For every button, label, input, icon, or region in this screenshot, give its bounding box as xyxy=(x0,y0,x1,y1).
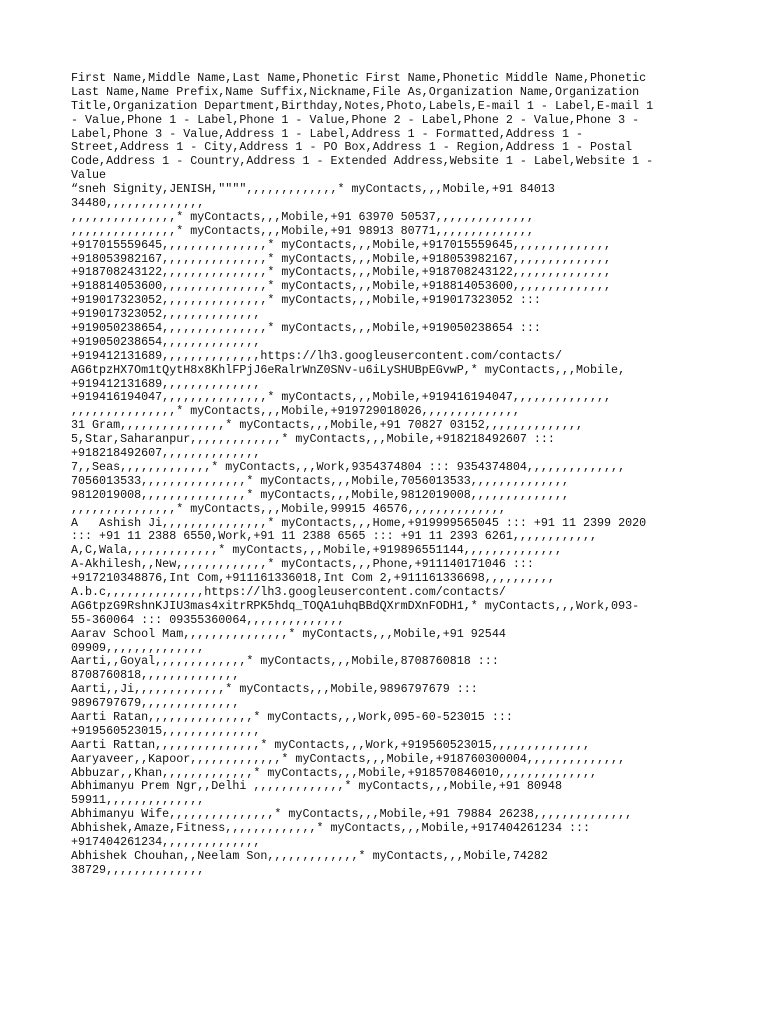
csv-line: Aarti Rattan,,,,,,,,,,,,,,,* myContacts,,,Work,+919560523015,,,,,,,,,,,,,, xyxy=(71,737,591,752)
csv-line: +919412131689,,,,,,,,,,,,,,https://lh3.googleusercontent.com/contacts/ xyxy=(71,348,562,363)
csv-line: - Value,Phone 1 - Label,Phone 1 - Value,Phone 2 - Label,Phone 2 - Value,Phone 3 - xyxy=(71,112,640,127)
csv-line: +918708243122,,,,,,,,,,,,,,,* myContacts,,,Mobile,+918708243122,,,,,,,,,,,,,, xyxy=(71,265,612,280)
csv-line: 9896797679,,,,,,,,,,,,,, xyxy=(71,696,240,711)
csv-line: Abhimanyu Wife,,,,,,,,,,,,,,,* myContacts,,,Mobile,+91 79884 26238,,,,,,,,,,,,,, xyxy=(71,807,633,822)
csv-line: Aarti Ratan,,,,,,,,,,,,,,,* myContacts,,,Work,095-60-523015 ::: xyxy=(71,709,513,724)
csv-line: Aarti,,Goyal,,,,,,,,,,,,,* myContacts,,,Mobile,8708760818 ::: xyxy=(71,654,499,669)
csv-line: +917404261234,,,,,,,,,,,,,, xyxy=(71,834,261,849)
csv-line: +919017323052,,,,,,,,,,,,,,,* myContacts,,,Mobile,+919017323052 ::: xyxy=(71,293,541,308)
csv-line: Abhimanyu Prem Ngr,,Delhi ,,,,,,,,,,,,,* myContacts,,,Mobile,+91 80948 xyxy=(71,779,562,794)
csv-line: +918814053600,,,,,,,,,,,,,,,* myContacts,,,Mobile,+918814053600,,,,,,,,,,,,,, xyxy=(71,279,612,294)
csv-line: 7056013533,,,,,,,,,,,,,,,* myContacts,,,Mobile,7056013533,,,,,,,,,,,,,, xyxy=(71,473,569,488)
csv-line: +917210348876,Int Com,+911161336018,Int Com 2,+911161336698,,,,,,,,,, xyxy=(71,571,555,586)
csv-line: 8708760818,,,,,,,,,,,,,, xyxy=(71,668,240,683)
csv-line: 09909,,,,,,,,,,,,,, xyxy=(71,640,205,655)
csv-line: Value xyxy=(71,168,107,183)
csv-line: ,,,,,,,,,,,,,,,* myContacts,,,Mobile,+91 98913 80771,,,,,,,,,,,,,, xyxy=(71,223,534,238)
csv-line: +919560523015,,,,,,,,,,,,,, xyxy=(71,723,261,738)
csv-line: First Name,Middle Name,Last Name,Phonetic First Name,Phonetic Middle Name,Phonetic xyxy=(71,71,647,85)
csv-line: +917015559645,,,,,,,,,,,,,,,* myContacts,,,Mobile,+917015559645,,,,,,,,,,,,,, xyxy=(71,237,612,252)
csv-line: Label,Phone 3 - Value,Address 1 - Label,Address 1 - Formatted,Address 1 - xyxy=(71,126,583,141)
csv-line: Abhishek Chouhan,,Neelam Son,,,,,,,,,,,,,* myContacts,,,Mobile,74282 xyxy=(71,848,548,863)
csv-line: Street,Address 1 - City,Address 1 - PO Box,Address 1 - Region,Address 1 - Postal xyxy=(71,140,633,155)
csv-document xyxy=(71,72,721,878)
csv-line: ,,,,,,,,,,,,,,,* myContacts,,,Mobile,99915 46576,,,,,,,,,,,,,, xyxy=(71,501,506,516)
csv-line: +919050238654,,,,,,,,,,,,,,,* myContacts,,,Mobile,+919050238654 ::: xyxy=(71,321,541,336)
csv-line: Abbuzar,,Khan,,,,,,,,,,,,,* myContacts,,,Mobile,+918570846010,,,,,,,,,,,,,, xyxy=(71,765,598,780)
csv-line: Title,Organization Department,Birthday,Notes,Photo,Labels,E-mail 1 - Label,E-mail 1 xyxy=(71,98,654,113)
csv-line: Code,Address 1 - Country,Address 1 - Extended Address,Website 1 - Label,Website 1 - xyxy=(71,154,654,169)
csv-line: A,C,Wala,,,,,,,,,,,,,* myContacts,,,Mobile,+919896551144,,,,,,,,,,,,,, xyxy=(71,543,562,558)
csv-line: A.b.c,,,,,,,,,,,,,,https://lh3.googleusercontent.com/contacts/ xyxy=(71,584,506,599)
csv-line: “sneh Signity,JENISH,"""",,,,,,,,,,,,,* myContacts,,,Mobile,+91 84013 xyxy=(71,182,555,197)
csv-line: AG6tpzHX7Om1tQytH8x8KhlFPjJ6eRalrWnZ0SNv-u6iLySHUBpEGvwP,* myContacts,,,Mobile, xyxy=(71,362,626,377)
csv-line: ,,,,,,,,,,,,,,,* myContacts,,,Mobile,+91 63970 50537,,,,,,,,,,,,,, xyxy=(71,209,534,224)
csv-line: +919050238654,,,,,,,,,,,,,, xyxy=(71,334,261,349)
csv-line: ::: +91 11 2388 6550,Work,+91 11 2388 6565 ::: +91 11 2393 6261,,,,,,,,,,,, xyxy=(71,529,598,544)
csv-line: 31 Gram,,,,,,,,,,,,,,,* myContacts,,,Mobile,+91 70827 03152,,,,,,,,,,,,,, xyxy=(71,418,583,433)
csv-line: +919412131689,,,,,,,,,,,,,, xyxy=(71,376,261,391)
csv-line: ,,,,,,,,,,,,,,,* myContacts,,,Mobile,+919729018026,,,,,,,,,,,,,, xyxy=(71,404,520,419)
csv-line: 9812019008,,,,,,,,,,,,,,,* myContacts,,,Mobile,9812019008,,,,,,,,,,,,,, xyxy=(71,487,569,502)
csv-line: 59911,,,,,,,,,,,,,, xyxy=(71,793,205,808)
csv-line: 5,Star,Saharanpur,,,,,,,,,,,,,* myContacts,,,Mobile,+918218492607 ::: xyxy=(71,432,555,447)
csv-line: +919416194047,,,,,,,,,,,,,,,* myContacts,,,Mobile,+919416194047,,,,,,,,,,,,,, xyxy=(71,390,612,405)
csv-line: Abhishek,Amaze,Fitness,,,,,,,,,,,,,* myContacts,,,Mobile,+917404261234 ::: xyxy=(71,821,591,836)
csv-line: +918053982167,,,,,,,,,,,,,,,* myContacts,,,Mobile,+918053982167,,,,,,,,,,,,,, xyxy=(71,251,612,266)
csv-line: 7,,Seas,,,,,,,,,,,,,* myContacts,,,Work,9354374804 ::: 9354374804,,,,,,,,,,,,,, xyxy=(71,459,626,474)
csv-line: 34480,,,,,,,,,,,,,, xyxy=(71,196,205,211)
csv-line: Aarav School Mam,,,,,,,,,,,,,,,* myContacts,,,Mobile,+91 92544 xyxy=(71,626,506,641)
csv-line: Last Name,Name Prefix,Name Suffix,Nickname,File As,Organization Name,Organization xyxy=(71,84,640,99)
csv-line: A-Akhilesh,,New,,,,,,,,,,,,,* myContacts,,,Phone,+911140171046 ::: xyxy=(71,557,534,572)
csv-line: Aaryaveer,,Kapoor,,,,,,,,,,,,,* myContacts,,,Mobile,+918760300004,,,,,,,,,,,,,, xyxy=(71,751,626,766)
csv-line: 38729,,,,,,,,,,,,,, xyxy=(71,862,205,877)
csv-line: A Ashish Ji,,,,,,,,,,,,,,,* myContacts,,,Home,+919999565045 ::: +91 11 2399 2020 xyxy=(71,515,647,530)
csv-line: +919017323052,,,,,,,,,,,,,, xyxy=(71,307,261,322)
csv-line: +918218492607,,,,,,,,,,,,,, xyxy=(71,446,261,461)
csv-line: 55-360064 ::: 09355360064,,,,,,,,,,,,,, xyxy=(71,612,345,627)
csv-line: Aarti,,Ji,,,,,,,,,,,,,* myContacts,,,Mobile,9896797679 ::: xyxy=(71,682,478,697)
csv-line: AG6tpzG9RshnKJIU3mas4xitrRPK5hdq_TOQA1uhqBBdQXrmDXnFODH1,* myContacts,,,Work,093- xyxy=(71,598,640,613)
